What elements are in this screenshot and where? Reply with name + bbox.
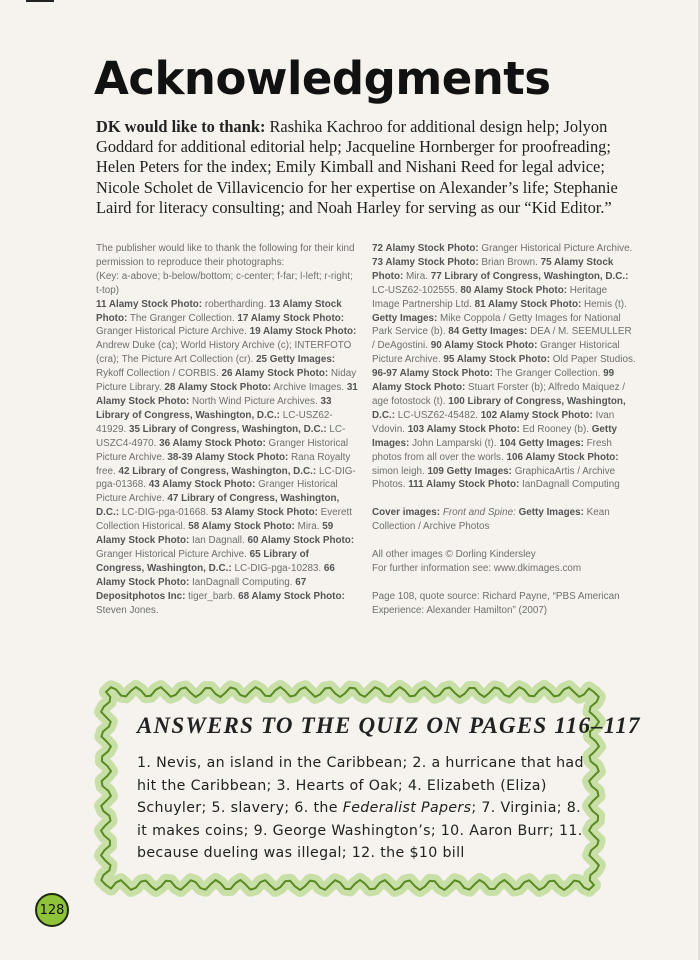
- credit-source: 67 Depositphotos Inc:: [96, 576, 307, 602]
- credit-detail: Mike Coppola / Getty Images for National Park Service (b).: [372, 312, 621, 338]
- credit-detail: Granger Historical Picture Archive.: [96, 326, 250, 338]
- credit-source: 73 Alamy Stock Photo:: [372, 256, 479, 268]
- credit-detail: Niday Picture Library.: [96, 368, 357, 394]
- credits-paragraph: [372, 562, 636, 576]
- credit-detail: Old Paper Studios.: [550, 354, 636, 366]
- credit-source: 31 Alamy Stock Photo:: [96, 382, 358, 407]
- credit-detail: IanDagnall Computing.: [189, 576, 296, 588]
- credit-detail: Mira.: [294, 521, 323, 533]
- thanks-text: Rashika Kachroo for additional design help; Jolyon Goddard for additional editorial help; Jacqueline Hornberger for proofreading; Helen Peters for the index; Emily Kimball and Nishani Reed for legal advice; Nicole Scholet de Villavicencio for her expertise on Alexander’s life; Stephanie Laird for literacy consulting; and Noah Harley for serving as our “Kid Editor.”: [96, 117, 618, 217]
- credit-detail: Granger Historical Picture Archive.: [96, 479, 338, 505]
- credit-detail: LC-USZ62-102555.: [372, 284, 461, 296]
- credit-detail: Granger Historical Picture Archive.: [96, 437, 349, 463]
- credit-detail: Rana Royalty free.: [96, 451, 351, 477]
- quiz-answers: [137, 752, 592, 865]
- page-number: 128: [39, 902, 65, 918]
- credit-source: Getty Images:: [372, 423, 617, 449]
- credit-detail: Archive Images.: [271, 382, 347, 394]
- credit-source: 53 Alamy Stock Photo:: [211, 507, 318, 519]
- quiz-answers-part: ; 7. Virginia; 8. it makes coins; 9. George Washington’s; 10. Aaron Burr; 11. because dueling was illegal; 12. the $10 bill: [137, 800, 583, 861]
- credit-source: 84 Getty Images:: [448, 326, 528, 338]
- credits-paragraph: [96, 270, 358, 298]
- credits-run: All other images © Dorling Kindersley: [372, 549, 536, 561]
- credit-source: 80 Alamy Stock Photo:: [460, 284, 568, 296]
- credit-source: 42 Library of Congress, Washington, D.C.:: [118, 465, 317, 477]
- credit-source: 90 Alamy Stock Photo:: [430, 340, 538, 352]
- credit-detail: IanDagnall Computing: [519, 479, 620, 491]
- credit-detail: Steven Jones.: [96, 604, 159, 616]
- page-title: Acknowledgments: [94, 52, 551, 105]
- thanks-lead: DK would like to thank:: [96, 117, 266, 136]
- credits-paragraph: [372, 242, 636, 492]
- quiz-answers-part: 1. Nevis, an island in the Caribbean; 2. a hurricane that had hit the Caribbean; 3. Hearts of Oak; 4. Elizabeth (Eliza) Schuyler; 5. slavery; 6. the: [137, 755, 584, 816]
- credit-source: 26 Alamy Stock Photo:: [221, 368, 329, 380]
- credit-detail: Brian Brown.: [478, 256, 541, 268]
- credit-source: 111 Alamy Stock Photo:: [408, 479, 520, 491]
- credit-detail: tiger_barb.: [185, 590, 239, 602]
- credit-source: 65 Library of Congress, Washington, D.C.:: [96, 548, 309, 574]
- credit-detail: Hemis (t).: [581, 298, 627, 310]
- credit-source: 43 Alamy Stock Photo:: [148, 479, 256, 491]
- credit-source: 99 Alamy Stock Photo:: [372, 368, 615, 394]
- credit-source: 95 Alamy Stock Photo:: [443, 354, 550, 366]
- credit-detail: LC-DIG-pga-01368.: [96, 465, 356, 491]
- top-rule: [26, 0, 54, 2]
- credits-run: For further information see: www.dkimages.com: [372, 563, 582, 575]
- page-number-badge: [35, 893, 69, 927]
- credit-detail: LC-USZC4-4970.: [96, 423, 346, 449]
- credit-source: 72 Alamy Stock Photo:: [372, 243, 479, 254]
- credit-detail: LC-DIG-pga-10283.: [231, 562, 324, 574]
- credit-source: 102 Alamy Stock Photo:: [480, 409, 593, 421]
- credit-source: 17 Alamy Stock Photo:: [237, 312, 345, 324]
- credit-source: 68 Alamy Stock Photo:: [238, 590, 345, 602]
- credits-paragraph: [372, 590, 636, 618]
- credit-detail: Front and Spine:: [442, 507, 516, 519]
- credit-source: 77 Library of Congress, Washington, D.C.:: [430, 270, 629, 282]
- credits-paragraph: [96, 242, 358, 270]
- credit-detail: DEA / M. SEEMULLER / DeAgostini.: [372, 326, 632, 352]
- credit-detail: Granger Historical Picture Archive.: [478, 243, 633, 254]
- credit-detail: Fresh photos from all over the worls.: [372, 437, 612, 463]
- credit-detail: Granger Historical Picture Archive.: [96, 548, 250, 560]
- credit-source: 100 Library of Congress, Washington, D.C.:: [372, 395, 626, 421]
- credit-source: 33 Library of Congress, Washington, D.C.:: [96, 395, 332, 421]
- credit-source: 13 Alamy Stock Photo:: [96, 298, 342, 324]
- credit-source: 47 Library of Congress, Washington, D.C.:: [96, 493, 340, 519]
- credit-source: Getty Images:: [518, 507, 584, 519]
- credits-paragraph: [96, 298, 358, 618]
- credit-detail: The Granger Collection.: [127, 312, 238, 324]
- credits-column-left: [96, 242, 358, 617]
- credit-source: 58 Alamy Stock Photo:: [188, 521, 295, 533]
- credit-source: Cover images:: [372, 507, 441, 519]
- credit-source: 36 Alamy Stock Photo:: [159, 437, 266, 449]
- credit-source: 60 Alamy Stock Photo:: [247, 535, 355, 547]
- credit-detail: Andrew Duke (ca); World History Archive (c); INTERFOTO (cra); The Picture Art Collection (cr).: [96, 340, 352, 366]
- credits-run: Page 108, quote source: Richard Payne, “PBS American Experience: Alexander Hamilton” (2007): [372, 590, 620, 616]
- credit-detail: North Wind Picture Archives.: [189, 395, 321, 407]
- credit-source: 19 Alamy Stock Photo:: [249, 326, 357, 338]
- credit-source: 25 Getty Images:: [256, 354, 336, 366]
- credit-detail: robertharding.: [202, 298, 270, 310]
- credit-detail: LC-USZ62-41929.: [96, 409, 333, 435]
- credit-source: 106 Alamy Stock Photo:: [506, 451, 619, 463]
- credit-detail: The Granger Collection.: [492, 368, 604, 380]
- credit-source: 96-97 Alamy Stock Photo:: [372, 368, 493, 380]
- credit-source: 81 Alamy Stock Photo:: [474, 298, 582, 310]
- quiz-heading: ANSWERS TO THE QUIZ ON PAGES 116–117: [137, 713, 641, 738]
- credit-detail: John Lamparski (t).: [409, 437, 500, 449]
- credit-detail: LC-USZ62-45482.: [395, 409, 481, 421]
- credit-detail: Kean Collection / Archive Photos: [372, 507, 610, 533]
- credit-detail: GraphicaArtis / Archive Photos.: [372, 465, 616, 491]
- credit-detail: Stuart Forster (b); Alfredo Maiquez / age fotostock (t).: [372, 382, 625, 407]
- credits-column-right: [372, 242, 636, 618]
- credits-paragraph: [372, 506, 636, 534]
- credit-source: 11 Alamy Stock Photo:: [96, 298, 203, 310]
- credit-source: 38-39 Alamy Stock Photo:: [167, 451, 289, 463]
- credit-source: 66 Alamy Stock Photo:: [96, 562, 335, 588]
- credit-source: Getty Images:: [372, 312, 438, 324]
- credit-detail: Ed Rooney (b).: [519, 423, 592, 435]
- credit-detail: simon leigh.: [372, 465, 428, 477]
- credit-source: 103 Alamy Stock Photo:: [407, 423, 520, 435]
- credits-run: The publisher would like to thank the following for their kind permission to reproduce their photographs:: [96, 243, 355, 268]
- credit-source: 104 Getty Images:: [499, 437, 584, 449]
- credit-source: 59 Alamy Stock Photo:: [96, 521, 334, 547]
- credit-source: 28 Alamy Stock Photo:: [164, 382, 272, 394]
- credit-detail: Everett Collection Historical.: [96, 507, 352, 533]
- credit-detail: Mira.: [403, 270, 431, 282]
- credit-detail: Rykoff Collection / CORBIS.: [96, 368, 222, 380]
- credit-source: 75 Alamy Stock Photo:: [372, 256, 614, 282]
- credit-source: 35 Library of Congress, Washington, D.C.:: [128, 423, 327, 435]
- credit-detail: Granger Historical Picture Archive.: [372, 340, 620, 366]
- quiz-answers-title: Federalist Papers: [342, 800, 472, 816]
- credit-detail: LC-DIG-pga-01668.: [119, 507, 212, 519]
- credit-source: 109 Getty Images:: [427, 465, 512, 477]
- thanks-paragraph: [96, 117, 626, 218]
- credits-paragraph: [372, 548, 636, 562]
- credit-detail: Ian Dagnall.: [189, 535, 248, 547]
- credit-detail: Ivan Vdovin.: [372, 409, 615, 435]
- credit-detail: Heritage Image Partnership Ltd.: [372, 284, 608, 310]
- credits-run: (Key: a-above; b-below/bottom; c-center; f-far; l-left; r-right; t-top): [96, 270, 353, 296]
